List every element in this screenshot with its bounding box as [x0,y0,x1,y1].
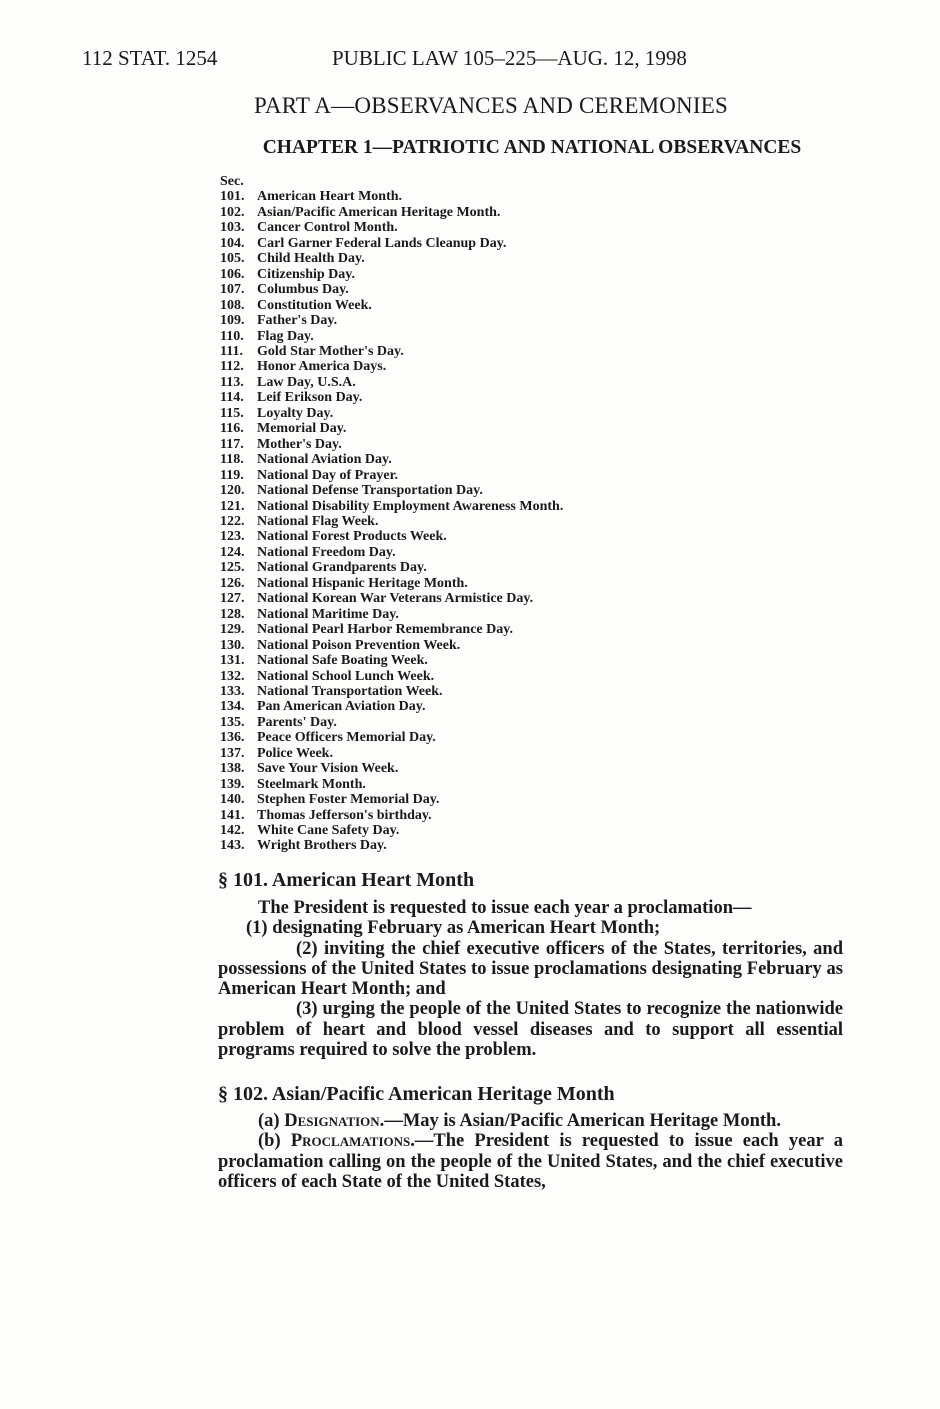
toc-item-number: 141. [220,807,245,823]
toc-item-title: National School Lunch Week. [257,668,435,684]
toc-item [220,205,563,220]
toc-item [220,684,563,699]
section-101-item-1: (1) designating February as American Heart Month; [246,918,661,939]
toc-item-number: 142. [220,823,245,839]
section-101-intro: The President is requested to issue each year a proclamation— [258,898,752,918]
toc-item-number: 120. [220,483,245,499]
toc-item [220,730,563,745]
toc-item-number: 111. [220,343,243,359]
toc-item [220,607,563,622]
toc-item-title: Child Health Day. [257,251,365,267]
toc-item-title: Leif Erikson Day. [257,390,363,406]
toc-item-number: 123. [220,529,245,545]
running-head [82,46,880,72]
toc-item-title: National Hispanic Heritage Month. [257,575,468,591]
toc-item-title: Save Your Vision Week. [257,761,399,777]
toc-item-title: National Aviation Day. [257,452,392,468]
toc-item [220,359,563,374]
toc-item-number: 113. [220,374,244,390]
section-102-subsection-a [218,1111,843,1131]
toc-item-number: 138. [220,761,245,777]
toc-item-number: 102. [220,204,245,220]
toc-item-number: 119. [220,467,244,483]
toc-item-number: 112. [220,359,244,375]
toc-item-title: Columbus Day. [257,282,349,298]
toc-item-title: National Poison Prevention Week. [257,637,461,653]
toc-item-number: 115. [220,405,244,421]
toc-item-number: 143. [220,838,245,854]
toc-item-title: National Flag Week. [257,513,379,529]
toc-item [220,406,563,421]
toc-item [220,699,563,714]
subsection-a-caption: Designation. [284,1111,385,1131]
section-101-item-2: (2) inviting the chief executive officers of the States, territories, and possessions of the United States to issue proclamations designating February as American Heart Month; and [218,938,843,1000]
section-102-body [218,1111,843,1192]
toc-item [220,808,563,823]
toc-item-number: 117. [220,436,244,452]
toc-item-number: 133. [220,683,245,699]
toc-item-number: 127. [220,591,245,607]
toc-item-number: 109. [220,313,245,329]
toc-item-title: American Heart Month. [257,189,403,205]
toc-item [220,189,563,204]
section-101-body [218,898,843,1060]
toc-item-title: National Forest Products Week. [257,529,447,545]
toc-item [220,452,563,467]
toc-item [220,421,563,436]
toc-item [220,545,563,560]
toc-item-title: Loyalty Day. [257,405,334,421]
toc-item-title: Peace Officers Memorial Day. [257,730,436,746]
toc-item-title: National Safe Boating Week. [257,653,428,669]
toc-item [220,267,563,282]
toc-item-number: 135. [220,714,245,730]
subsection-a-text: —May is Asian/Pacific American Heritage Month. [384,1111,781,1131]
subsection-b-label: (b) [258,1131,291,1152]
toc-item-number: 114. [220,390,244,406]
toc-item [220,282,563,297]
toc-item-title: Wright Brothers Day. [257,838,387,854]
toc-item [220,313,563,328]
toc-item-number: 108. [220,297,245,313]
table-of-sections [220,174,563,854]
toc-list [220,189,563,853]
section-101-heading: § 101. American Heart Month [218,869,475,891]
toc-item-title: National Day of Prayer. [257,467,399,483]
section-102-heading: § 102. Asian/Pacific American Heritage Month [218,1083,615,1105]
toc-item [220,390,563,405]
toc-item-number: 132. [220,668,245,684]
toc-item-number: 129. [220,622,245,638]
toc-item-number: 139. [220,776,245,792]
toc-item-number: 124. [220,544,245,560]
toc-item [220,638,563,653]
toc-item-number: 136. [220,730,245,746]
toc-item-number: 140. [220,792,245,808]
toc-item [220,529,563,544]
toc-item-number: 107. [220,282,245,298]
toc-item-title: White Cane Safety Day. [257,823,400,839]
toc-item-number: 125. [220,560,245,576]
toc-item-number: 103. [220,220,245,236]
toc-item-number: 130. [220,637,245,653]
toc-item [220,560,563,575]
subsection-b-text: —The President is requested to issue each year a proclamation calling on the people of the United States, and the chief executive officers of each State of the United States, [218,1131,843,1192]
toc-item-number: 110. [220,328,244,344]
toc-item-title: National Grandparents Day. [257,560,427,576]
toc-item-title: Father's Day. [257,313,338,329]
toc-item-title: National Transportation Week. [257,683,443,699]
toc-item [220,669,563,684]
toc-item-title: Honor America Days. [257,359,387,375]
toc-item-number: 116. [220,421,244,437]
toc-item [220,576,563,591]
public-law-reference: PUBLIC LAW 105–225—AUG. 12, 1998 [332,46,687,70]
toc-item-title: Steelmark Month. [257,776,366,792]
toc-item [220,715,563,730]
toc-item-title: Citizenship Day. [257,266,356,282]
toc-item-number: 106. [220,266,245,282]
toc-item [220,220,563,235]
toc-item-title: National Disability Employment Awareness Month. [257,498,564,514]
toc-item [220,761,563,776]
toc-item-number: 104. [220,235,245,251]
toc-item-number: 101. [220,189,245,205]
toc-item [220,483,563,498]
toc-item-number: 122. [220,513,245,529]
toc-item-number: 105. [220,251,245,267]
toc-item [220,823,563,838]
toc-item-title: Police Week. [257,745,333,761]
toc-item [220,468,563,483]
toc-item-number: 126. [220,575,245,591]
toc-item-title: Stephen Foster Memorial Day. [257,792,440,808]
toc-item [220,437,563,452]
toc-item [220,375,563,390]
subsection-b-caption: Proclamations. [290,1131,415,1152]
toc-item-title: Parents' Day. [257,714,337,730]
toc-item [220,653,563,668]
toc-item-title: National Pearl Harbor Remembrance Day. [257,622,513,638]
toc-item [220,622,563,637]
toc-item-title: Carl Garner Federal Lands Cleanup Day. [257,235,507,251]
toc-item [220,777,563,792]
toc-item-title: Pan American Aviation Day. [257,699,426,715]
toc-item [220,514,563,529]
toc-item [220,329,563,344]
part-heading: PART A—OBSERVANCES AND CEREMONIES [254,93,728,118]
toc-item-title: Asian/Pacific American Heritage Month. [257,204,501,220]
toc-item-title: National Freedom Day. [257,544,396,560]
toc-item [220,236,563,251]
toc-item-number: 131. [220,653,245,669]
toc-item [220,344,563,359]
toc-item [220,746,563,761]
toc-item-number: 137. [220,745,245,761]
toc-item-title: Mother's Day. [257,436,342,452]
toc-item-title: National Defense Transportation Day. [257,483,483,499]
toc-sec-label: Sec. [220,174,244,189]
toc-item-title: National Maritime Day. [257,606,399,622]
toc-item-title: Memorial Day. [257,421,347,437]
toc-item-title: Law Day, U.S.A. [257,374,356,390]
toc-item [220,591,563,606]
section-102-subsection-b [218,1131,843,1192]
section-101-item-3: (3) urging the people of the United States to recognize the nationwide problem of heart and blood vessel diseases and to support all essential programs required to solve the problem. [218,999,843,1061]
toc-item [220,298,563,313]
toc-item-title: Cancer Control Month. [257,220,398,236]
subsection-a-label: (a) [258,1111,285,1131]
toc-item [220,251,563,266]
toc-item [220,838,563,853]
toc-item [220,792,563,807]
toc-item-number: 121. [220,498,245,514]
toc-item-title: National Korean War Veterans Armistice Day. [257,591,534,607]
toc-item-number: 128. [220,606,245,622]
toc-item-title: Flag Day. [257,328,314,344]
toc-item-title: Constitution Week. [257,297,372,313]
toc-item-title: Gold Star Mother's Day. [257,343,404,359]
toc-item-title: Thomas Jefferson's birthday. [257,807,432,823]
chapter-heading: CHAPTER 1—PATRIOTIC AND NATIONAL OBSERVANCES [262,137,802,158]
toc-item-number: 134. [220,699,245,715]
toc-item-number: 118. [220,452,244,468]
toc-item [220,499,563,514]
statute-reference: 112 STAT. 1254 [82,46,218,70]
